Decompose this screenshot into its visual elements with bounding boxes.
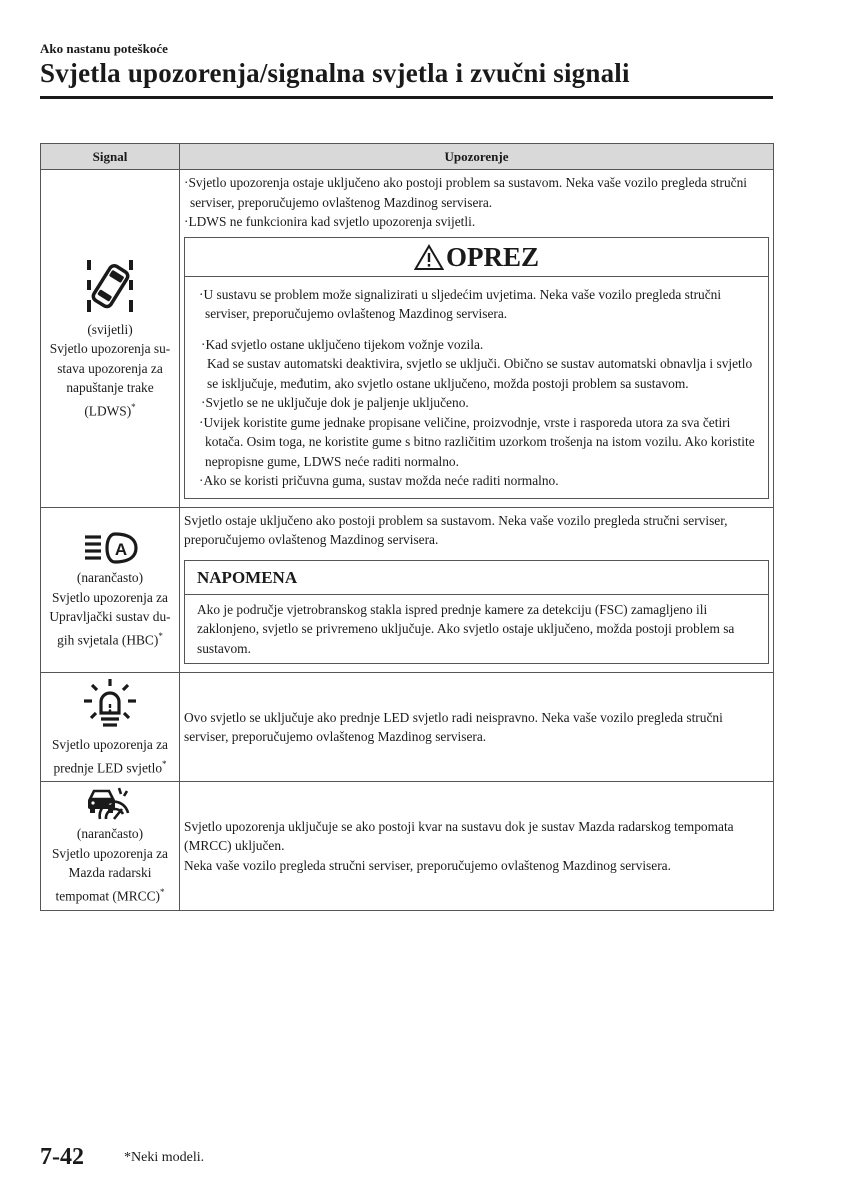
signal-name-line: Mazda radarski bbox=[68, 865, 152, 881]
warning-text: Svjetlo upozorenja uključuje se ako postoji kvar na sustavu dok je sustav Mazda radarskog tempomata (MRCC) uključen. bbox=[184, 818, 734, 854]
warning-triangle-icon bbox=[414, 244, 444, 271]
signal-name-line: napuštanje trake bbox=[66, 380, 154, 396]
column-header-warning: Upozorenje bbox=[180, 144, 774, 170]
signal-status: (svijetli) bbox=[87, 321, 133, 337]
warning-text: Neka vaše vozilo pregleda stručni serviser, preporučujemo ovlaštenog Mazdinog servisera. bbox=[184, 857, 671, 873]
signal-status: (narančasto) bbox=[76, 570, 144, 586]
title-rule bbox=[40, 96, 773, 99]
page-number: 7-42 bbox=[40, 1144, 84, 1170]
signal-cell bbox=[41, 782, 180, 910]
warning-cell bbox=[180, 507, 774, 673]
warning-cell bbox=[180, 673, 774, 782]
footnote-marker: * bbox=[162, 758, 167, 769]
caution-bullet: ·Ako se koristi pričuvna guma, sustav možda neće raditi normalno. bbox=[199, 473, 559, 488]
signal-name-line: gih svjetala (HBC)* bbox=[57, 630, 163, 647]
column-header-signal: Signal bbox=[41, 144, 180, 170]
table-row bbox=[41, 782, 774, 910]
caution-bullet: ·Uvijek koristite gume jednake propisane veličine, proizvodnje, vrste i rasporeda utora za sva četiri kotača. Osim toga, ne koristite gume s bitno različitim uzorkom trošenja na istom vozilu. Ako koristite nepropisne gume, LDWS neće raditi normalno. bbox=[199, 414, 755, 469]
caution-sub-text: Kad se sustav automatski deaktivira, svjetlo se uključi. Obično se sustav automatski obnavlja i svjetlo se isključuje, međutim, ako svjetlo ostane uključeno, možda postoji problem sa sustavom. bbox=[207, 356, 753, 391]
caution-bullet: ·U sustavu se problem može signalizirati u sljedećim uvjetima. Neka vaše vozilo pregleda stručni serviser, preporučujemo ovlaštenog Mazdinog servisera. bbox=[199, 286, 722, 321]
table-row bbox=[41, 673, 774, 782]
note-title: NAPOMENA bbox=[197, 567, 298, 587]
warning-text: Svjetlo ostaje uključeno ako postoji problem sa sustavom. Neka vaše vozilo pregleda stručni serviser, preporučujemo ovlaštenog Mazdinog servisera. bbox=[184, 512, 728, 547]
section-label: Ako nastanu poteškoće bbox=[40, 41, 168, 56]
signal-name-line: Svjetlo upozorenja za bbox=[51, 845, 168, 861]
caution-title: OPREZ bbox=[445, 241, 539, 272]
signal-name-line: stava upozorenja za bbox=[57, 360, 163, 376]
page-title: Svjetla upozorenja/signalna svjetla i zvučni signali bbox=[40, 58, 630, 88]
svg-text:A: A bbox=[114, 540, 128, 560]
radar-cruise-control-icon bbox=[86, 786, 134, 822]
signal-name-line: Svjetlo upozorenja su- bbox=[49, 341, 171, 357]
caution-header bbox=[185, 238, 768, 277]
led-headlight-warning-icon bbox=[79, 677, 141, 733]
footnote-marker: * bbox=[158, 630, 163, 641]
signal-cell bbox=[41, 507, 180, 673]
warning-bullet: ·Svjetlo upozorenja ostaje uključeno ako postoji problem sa sustavom. Neka vaše vozilo pregleda stručni serviser, preporučujemo ovlaštenog Mazdinog servisera. bbox=[184, 175, 748, 210]
caution-body bbox=[185, 277, 768, 498]
note-box bbox=[184, 560, 769, 665]
signal-name-line: Svjetlo upozorenja za bbox=[51, 589, 168, 605]
signal-name-line: (LDWS)* bbox=[84, 401, 136, 419]
signal-name-line: prednje LED svjetlo* bbox=[53, 758, 167, 775]
signal-name-line: Upravljački sustav du- bbox=[49, 609, 171, 625]
footnote-marker: * bbox=[160, 886, 165, 897]
caution-box bbox=[184, 237, 769, 499]
lane-departure-warning-icon bbox=[80, 256, 140, 318]
warning-lights-table bbox=[40, 143, 774, 911]
signal-cell bbox=[41, 170, 180, 508]
note-body: Ako je područje vjetrobranskog stakla ispred prednje kamere za detekciju (FSC) zamagljeno ili zaklonjeno, svjetlo se privremeno uključuje. Ako svjetlo ostaje uključeno, možda postoji problem sa sustavom. bbox=[197, 601, 735, 656]
caution-sub-bullet: ·Kad svjetlo ostane uključeno tijekom vožnje vozila. bbox=[201, 336, 484, 352]
auto-high-beam-icon bbox=[81, 530, 139, 566]
warning-cell bbox=[180, 170, 774, 508]
warning-text: Ovo svjetlo se uključuje ako prednje LED svjetlo radi neispravno. Neka vaše vozilo pregleda stručni serviser, preporučujemo ovlaštenog Mazdinog servisera. bbox=[184, 709, 723, 745]
table-row bbox=[41, 507, 774, 673]
footnote-marker: * bbox=[131, 401, 136, 412]
warning-bullet: ·LDWS ne funkcionira kad svjetlo upozorenja svijetli. bbox=[184, 214, 476, 229]
warning-cell bbox=[180, 782, 774, 910]
note-header bbox=[185, 561, 768, 595]
signal-name-line: tempomat (MRCC)* bbox=[55, 886, 165, 904]
caution-sub-bullet: ·Svjetlo se ne uključuje dok je paljenje uključeno. bbox=[201, 395, 469, 410]
footnote: *Neki modeli. bbox=[124, 1150, 205, 1165]
signal-name-line: Svjetlo upozorenja za bbox=[51, 737, 168, 752]
signal-cell bbox=[41, 673, 180, 782]
table-header-row bbox=[41, 144, 774, 170]
signal-status: (narančasto) bbox=[76, 826, 144, 842]
table-row bbox=[41, 170, 774, 508]
